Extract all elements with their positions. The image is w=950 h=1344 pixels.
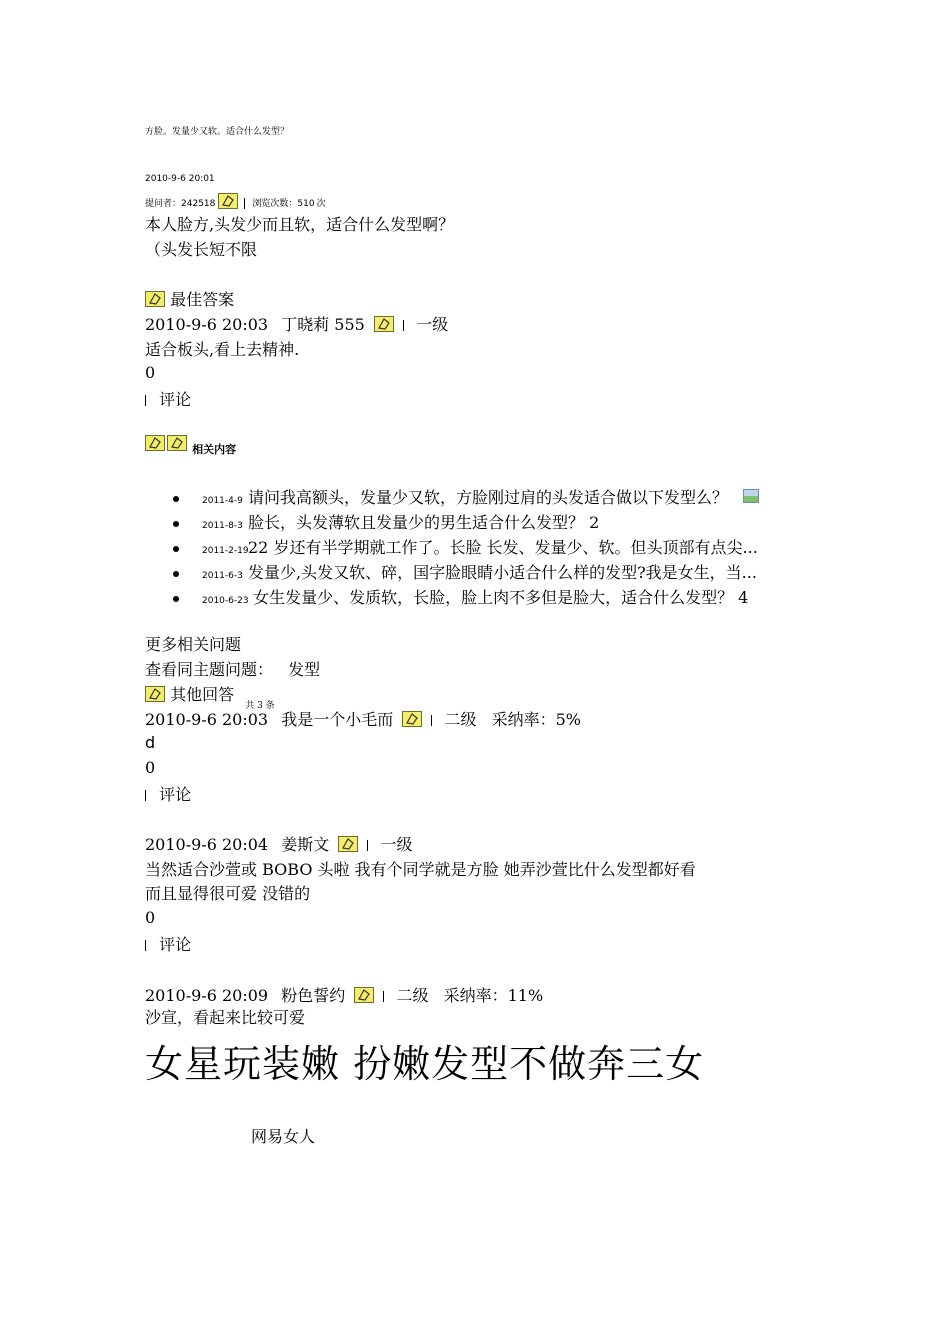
answer-author[interactable]: 粉色誓约 [281,986,346,1005]
asker-label: 提问者： [145,199,182,209]
related-item-link[interactable]: 女生发量少、发质软，长脸，脸上肉不多但是脸大，适合什么发型？ 4 [248,588,749,607]
user-badge-icon[interactable] [338,836,358,852]
other-answers-icon [145,686,165,702]
answer-level: 二级 [444,710,477,729]
related-label: 相关内容 [192,443,237,456]
views-label: 浏览次数： [252,199,298,209]
adoption-label: 采纳率： [491,710,556,729]
ad-source: 网易女人 [251,1127,316,1146]
best-answer-date: 2010-9-6 20:03 [145,315,269,334]
separator-icon [244,198,245,209]
separator-icon [145,395,146,406]
related-icon-2 [167,435,187,451]
related-heading [145,434,237,456]
image-icon [743,489,759,503]
answer-date: 2010-9-6 20:04 [145,835,269,854]
adoption-rate: 11% [507,986,544,1005]
views-unit: 次 [316,199,326,209]
ad-headline[interactable]: 女星玩装嫩 扮嫩发型不做奔三女 [145,1042,705,1086]
answer-level: 一级 [380,835,413,854]
user-badge-icon[interactable] [402,711,422,727]
asker-line [145,187,326,209]
answer-author[interactable]: 我是一个小毛而 [281,710,394,729]
list-bullet [173,596,179,602]
related-item-link[interactable]: 请问我高额头，发量少又软，方脸刚过肩的头发适合做以下发型么？ [248,488,729,507]
related-item-date: 2011-6-3 [202,571,243,581]
adoption-rate: 5% [555,710,581,729]
adoption-label: 采纳率： [443,986,508,1005]
separator-icon [431,715,432,726]
answer-votes[interactable]: 0 [145,908,156,927]
best-answer-heading [145,287,234,310]
asker-link[interactable]: 242518 [181,199,216,209]
answer-text-line2: 而且显得很可爱 没错的 [145,884,311,903]
answer-text: 沙宣，看起来比较可爱 [145,1008,306,1027]
separator-icon [367,840,368,851]
best-answer-text: 适合板头,看上去精神. [145,340,300,359]
separator-icon [403,320,404,331]
list-bullet [173,521,179,527]
best-answer-level: 一级 [416,315,449,334]
separator-icon [145,790,146,801]
other-answers-heading [145,682,275,711]
separator-icon [383,991,384,1002]
related-item[interactable] [202,535,758,558]
answer-author[interactable]: 姜斯文 [281,835,330,854]
other-answers-count: 共 3 条 [245,701,275,711]
answer-votes[interactable]: 0 [145,758,156,777]
best-answer-comment-row [145,387,191,410]
question-body-line1: 本人脸方,头发少而且软，适合什么发型啊？ [145,215,455,234]
related-item-date: 2011-4-9 [202,496,243,506]
list-bullet [173,571,179,577]
related-item-link[interactable]: 22 岁还有半学期就工作了。长脸 长发、发量少、软。但头顶部有点尖... [248,538,758,557]
best-answer-icon [145,291,165,307]
related-item-date: 2011-2-19 [202,546,249,556]
answer-comment-row [145,932,191,955]
related-item-link[interactable]: 发量少,头发又软、碎，国字脸眼睛小适合什么样的发型?我是女生，当... [248,563,757,582]
answer-comment-row [145,782,191,805]
question-date: 2010-9-6 20:01 [145,174,215,184]
related-item-date: 2011-8-3 [202,521,243,531]
user-badge-icon[interactable] [218,193,238,209]
best-answer-votes[interactable]: 0 [145,363,156,382]
related-item[interactable] [202,560,757,583]
answer-text-line1: 当然适合沙萱或 BOBO 头啦 我有个同学就是方脸 她弄沙萱比什么发型都好看 [145,860,696,879]
answer-level: 二级 [396,986,429,1005]
answer-text: d [145,733,156,752]
separator-icon [145,940,146,951]
related-item-link[interactable]: 脸长，头发薄软且发量少的男生适合什么发型？ 2 [248,513,600,532]
answer-meta [145,832,413,855]
best-answer-label: 最佳答案 [170,290,235,309]
other-answers-label: 其他回答 [170,685,235,704]
comment-link[interactable]: 评论 [159,785,192,804]
related-icon [145,435,165,451]
answer-date: 2010-9-6 20:03 [145,710,269,729]
list-bullet [173,546,179,552]
best-answer-author[interactable]: 丁晓莉 555 [281,315,365,334]
best-answer-meta [145,312,448,335]
question-body-line2: （头发长短不限 [145,240,258,259]
topic-label: 查看同主题问题： [145,660,274,679]
related-item[interactable] [202,510,599,533]
answer-meta [145,983,543,1006]
topic-link[interactable]: 发型 [288,660,321,679]
user-badge-icon[interactable] [354,987,374,1003]
list-bullet [173,496,179,502]
comment-link[interactable]: 评论 [159,390,192,409]
answer-date: 2010-9-6 20:09 [145,986,269,1005]
views-count: 510 [297,199,315,209]
question-title: 方脸。发量少又软。适合什么发型？ [145,127,290,137]
more-related-link[interactable]: 更多相关问题 [145,635,242,654]
topic-row [145,657,320,680]
related-item[interactable] [202,585,748,608]
answer-meta [145,707,581,730]
related-item[interactable] [202,485,759,508]
comment-link[interactable]: 评论 [159,935,192,954]
related-item-date: 2010-6-23 [202,596,249,606]
user-badge-icon[interactable] [374,316,394,332]
